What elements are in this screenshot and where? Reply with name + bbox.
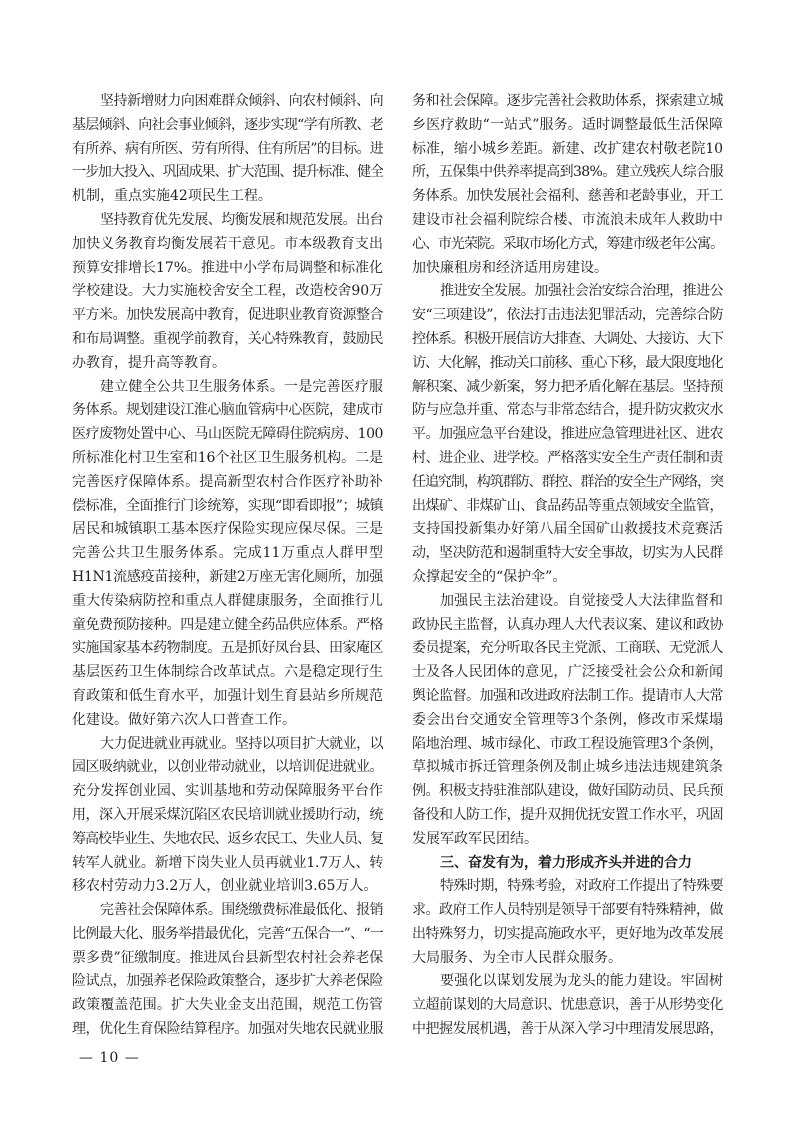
- text-line: 大局服务、为全市人民群众服务。: [412, 949, 622, 966]
- text-line: 筹高校毕业生、失地农民、返乡农民工、失业人员、复: [72, 830, 383, 847]
- text-line: 控体系。积极开展信访大排查、大调处、大接访、大下: [412, 330, 723, 347]
- text-line: 务和社会保障。逐步完善社会救助体系，探索建立城: [412, 93, 723, 109]
- text-line: 偿标准，全面推行门诊统筹，实现“即看即报”；城镇: [72, 497, 383, 514]
- text-line: 园区吸纳就业，以创业带动就业，以培训促进就业。: [72, 759, 383, 776]
- paragraph-safety-development: [412, 280, 723, 589]
- paragraph-special-period: [412, 875, 723, 970]
- text-line: 大力促进就业再就业。坚持以项目扩大就业，以: [100, 735, 383, 752]
- text-line: 务体系。规划建设江淮心脑血管病中心医院，建成市: [72, 402, 383, 419]
- text-line: 化建设。做好第六次人口普查工作。: [72, 711, 296, 728]
- text-line: 基层医药卫生体制综合改革试点。六是稳定现行生: [72, 664, 383, 681]
- text-line: 特殊时期，特殊考验，对政府工作提出了特殊要: [440, 878, 723, 895]
- text-line: 平。加强应急平台建设，推进应急管理进社区、进农: [412, 426, 723, 443]
- text-line: 乡医疗救助“一站式”服务。适时调整最低生活保障: [412, 116, 723, 133]
- text-line: 要强化以谋划发展为龙头的能力建设。牢固树: [440, 973, 723, 990]
- text-line: 加快廉租房和经济适用房建设。: [412, 259, 608, 276]
- paragraph-employment: [72, 733, 383, 900]
- paragraph-democracy-rule-of-law: [412, 590, 723, 852]
- text-line: 推进安全发展。加强社会治安综合治理，推进公: [440, 283, 723, 300]
- paragraph-public-health: [72, 376, 383, 733]
- text-line: 一步加大投入、巩固成果、扩大范围、提升标准、健全: [72, 164, 383, 181]
- text-line: 政协民主监督，认真办理人大代表议案、建议和政协: [412, 616, 723, 633]
- text-line: 完善医疗保障体系。提高新型农村合作医疗补助补: [72, 473, 383, 490]
- text-line: 完善社会保障体系。围绕缴费标准最低化、报销: [100, 902, 383, 919]
- text-line: 办教育，提升高等教育。: [72, 354, 226, 371]
- text-line: 移农村劳动力3.2万人，创业就业培训3.65万人。: [72, 878, 378, 895]
- text-line: 政策覆盖范围。扩大失业金支出范围，规范工伤管: [72, 997, 383, 1014]
- text-line: 务体系。加快发展社会福利、慈善和老龄事业，开工: [412, 188, 723, 205]
- text-line: 完善公共卫生服务体系。完成11万重点人群甲型: [72, 545, 383, 562]
- right-column: [412, 90, 723, 1042]
- text-line: H1N1流感疫苗接种，新建2万座无害化厕所，加强: [72, 568, 383, 585]
- text-line: 士及各人民团体的意见，广泛接受社会公众和新闻: [412, 664, 723, 681]
- text-line: 备役和人防工作，提升双拥优抚安置工作水平，巩固: [412, 806, 723, 823]
- text-line: 委会出台交通安全管理等3个条例，修改市采煤塌: [412, 711, 723, 728]
- text-line: 有所养、病有所医、劳有所得、住有所居”的目标。进: [72, 140, 383, 157]
- text-line: 访、大化解，推动关口前移、重心下移，最大限度地化: [412, 354, 723, 371]
- section-heading: 三、奋发有为，着力形成齐头并进的合力: [440, 854, 692, 871]
- paragraph-livelihood-funding: [72, 90, 383, 209]
- text-line: 出特殊努力，切实提高施政水平，更好地为改革发展: [412, 925, 723, 942]
- text-line: 坚持新增财力向困难群众倾斜、向农村倾斜、向: [100, 93, 383, 109]
- page-number: — 10 —: [79, 1050, 140, 1066]
- text-line: 舆论监督。加强和改进政府法制工作。提请市人大常: [412, 687, 723, 704]
- paragraph-social-security: [72, 899, 383, 1042]
- text-line: 加快义务教育均衡发展若干意见。市本级教育支出: [72, 235, 383, 252]
- text-line: 例。积极支持驻淮部队建设，做好国防动员、民兵预: [412, 783, 723, 800]
- text-line: 众撑起安全的“保护伞”。: [412, 568, 567, 585]
- text-line: 基层倾斜、向社会事业倾斜，逐步实现“学有所教、老: [72, 116, 383, 133]
- text-line: 机制，重点实施42项民生工程。: [72, 188, 272, 205]
- text-line: 村、进企业、进学校。严格落实安全生产责任制和责: [412, 449, 723, 466]
- text-line: 标准，缩小城乡差距。新建、改扩建农村敬老院10: [412, 140, 723, 157]
- text-line: 童免费预防接种。四是建立健全药品供应体系。严格: [72, 616, 383, 633]
- text-line: 转军人就业。新增下岗失业人员再就业1.7万人、转: [72, 854, 383, 871]
- text-line: 建设市社会福利院综合楼、市流浪未成年人救助中: [412, 211, 723, 228]
- text-line: 票多费”征缴制度。推进凤台县新型农村社会养老保: [72, 949, 383, 966]
- text-line: 预算安排增长17%。推进中小学布局调整和标准化: [72, 259, 383, 276]
- text-line: 中把握发展机遇，善于从深入学习中理清发展思路，: [412, 1021, 723, 1038]
- text-line: 险试点，加强养老保险政策整合，逐步扩大养老保险: [72, 973, 383, 990]
- text-line: 出煤矿、非煤矿山、食品药品等重点领域安全监管，: [412, 497, 723, 514]
- text-line: 实施国家基本药物制度。五是抓好凤台县、田家庵区: [72, 640, 383, 657]
- text-line: 充分发挥创业园、实训基地和劳动保障服务平台作: [72, 783, 383, 800]
- text-line: 理，优化生育保险结算程序。加强对失地农民就业服: [72, 1021, 383, 1038]
- text-line: 陷地治理、城市绿化、市政工程设施管理3个条例，: [412, 735, 723, 752]
- text-line: 发展军政军民团结。: [412, 830, 538, 847]
- text-line: 比例最大化、服务举措最优化，完善“五保合一”、“一: [72, 925, 383, 942]
- text-line: 支持国投新集办好第八届全国矿山救援技术竞赛活: [412, 521, 723, 538]
- paragraph-social-assistance: [412, 90, 723, 280]
- text-line: 医疗废物处置中心、马山医院无障碍住院病房、100: [72, 426, 383, 443]
- text-line: 建立健全公共卫生服务体系。一是完善医疗服: [100, 378, 383, 395]
- text-line: 居民和城镇职工基本医疗保险实现应保尽保。三是: [72, 521, 383, 538]
- text-line: 委员提案，充分听取各民主党派、工商联、无党派人: [412, 640, 723, 657]
- text-line: 学校建设。大力实施校舍安全工程，改造校舍90万: [72, 283, 383, 300]
- text-line: 所，五保集中供养率提高到38%。建立残疾人综合服: [412, 164, 723, 181]
- text-line: 草拟城市拆迁管理条例及制止城乡违法违规建筑条: [412, 759, 723, 776]
- text-line: 育政策和低生育水平，加强计划生育县站乡所规范: [72, 687, 383, 704]
- left-column: [72, 90, 383, 1042]
- text-line: 任追究制，构筑群防、群控、群治的安全生产网络，突: [412, 473, 723, 490]
- paragraph-planning-capacity: [412, 970, 723, 1041]
- paragraph-education: [72, 209, 383, 376]
- text-line: 和布局调整。重视学前教育，关心特殊教育，鼓励民: [72, 330, 383, 347]
- text-line: 所标准化村卫生室和16个社区卫生服务机构。二是: [72, 449, 383, 466]
- text-line: 坚持教育优先发展、均衡发展和规范发展。出台: [100, 211, 383, 228]
- text-line: 安“三项建设”，依法打击违法犯罪活动，完善综合防: [412, 307, 723, 324]
- text-line: 平方米。加快发展高中教育，促进职业教育资源整合: [72, 307, 383, 324]
- text-line: 动，坚决防范和遏制重特大安全事故，切实为人民群: [412, 545, 723, 562]
- text-line: 立超前谋划的大局意识、忧患意识，善于从形势变化: [412, 997, 723, 1014]
- text-line: 防与应急并重、常态与非常态结合，提升防灾救灾水: [412, 402, 723, 419]
- text-line: 加强民主法治建设。自觉接受人大法律监督和: [440, 592, 723, 609]
- text-line: 用，深入开展采煤沉陷区农民培训就业援助行动，统: [72, 806, 383, 823]
- text-line: 解积案、减少新案，努力把矛盾化解在基层。坚持预: [412, 378, 723, 395]
- text-line: 求。政府工作人员特别是领导干部要有特殊精神，做: [412, 902, 723, 919]
- text-line: 重大传染病防控和重点人群健康服务，全面推行儿: [72, 592, 383, 609]
- text-line: 心、市光荣院。采取市场化方式，筹建市级老年公寓。: [412, 235, 723, 252]
